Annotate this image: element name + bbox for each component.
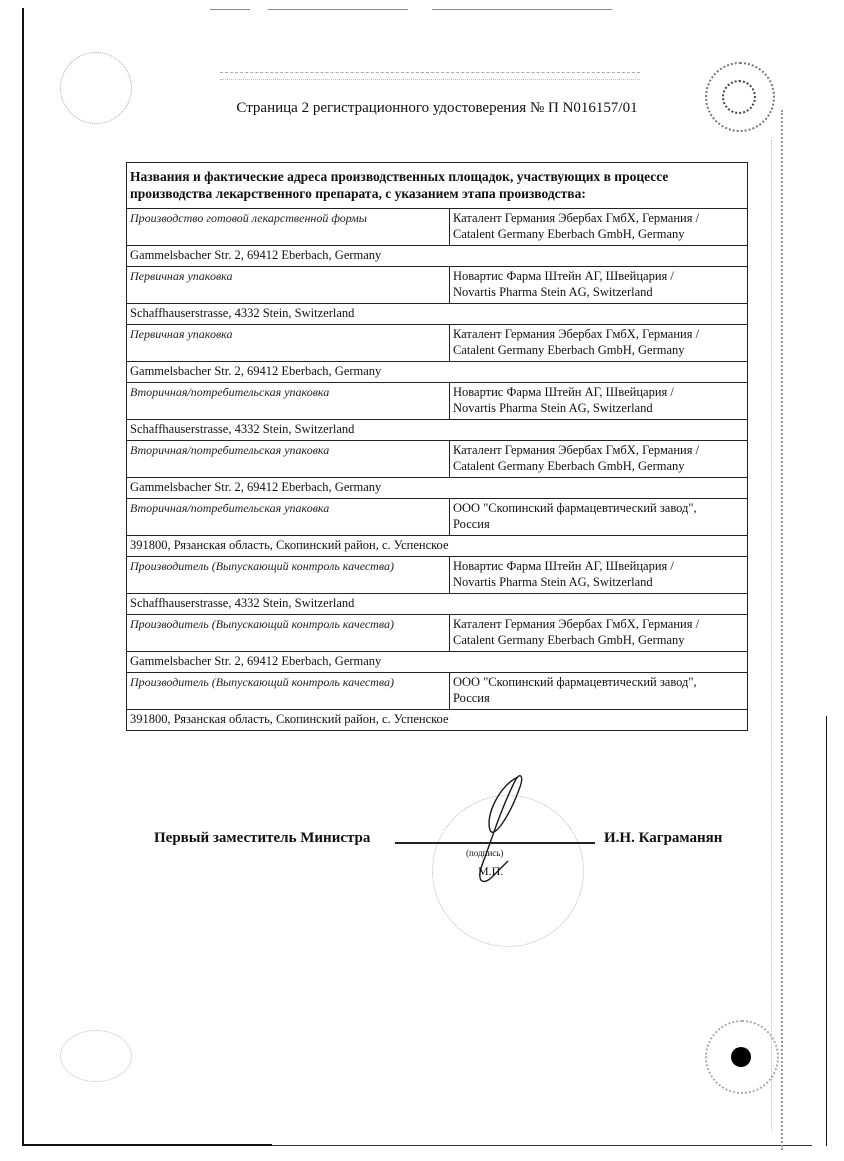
manufacturer — [450, 267, 748, 304]
table-row-stage — [127, 673, 748, 710]
signatory-position: Первый заместитель Министра — [154, 830, 371, 846]
manufacturer — [450, 557, 748, 594]
manufacturer-name-en: Novartis Pharma Stein AG, Switzerland — [453, 401, 653, 415]
table-row-stage — [127, 557, 748, 594]
manufacturer-name-en: Catalent Germany Eberbach GmbH, Germany — [453, 343, 685, 357]
page-title: Страница 2 регистрационного удостоверения № П N016157/01 — [236, 100, 638, 116]
signature-line — [395, 842, 595, 844]
scan-border-right — [826, 716, 827, 1146]
site-address: Gammelsbacher Str. 2, 69412 Eberbach, Germany — [127, 478, 748, 499]
manufacturer-name-en: Catalent Germany Eberbach GmbH, Germany — [453, 459, 685, 473]
table-row-address — [127, 246, 748, 267]
manufacturer — [450, 499, 748, 536]
manufacturer-name-ru: Каталент Германия Эбербах ГмбХ, Германия / — [453, 617, 700, 631]
scan-border-bottom-thin — [272, 1145, 812, 1146]
production-stage: Вторичная/потребительская упаковка — [127, 383, 450, 420]
production-stage: Производитель (Выпускающий контроль качества) — [127, 557, 450, 594]
production-stage: Первичная упаковка — [127, 325, 450, 362]
scan-rule-top — [210, 9, 250, 10]
manufacturer — [450, 673, 748, 710]
scan-rule-top — [432, 9, 612, 10]
table-row-stage — [127, 267, 748, 304]
hologram-dot — [731, 1047, 751, 1067]
manufacturer-name-ru: Новартис Фарма Штейн АГ, Швейцария / — [453, 385, 674, 399]
table-row-address — [127, 362, 748, 383]
table-header-row — [127, 163, 748, 209]
perforation-line-secondary — [771, 140, 772, 1130]
manufacturer-name-ru: ООО "Скопинский фармацевтический завод", — [453, 675, 697, 689]
site-address: Schaffhauserstrasse, 4332 Stein, Switzerland — [127, 594, 748, 615]
manufacturer-name-ru: Новартис Фарма Штейн АГ, Швейцария / — [453, 559, 674, 573]
signatory-name: И.Н. Каграманян — [604, 830, 723, 846]
manufacturer — [450, 615, 748, 652]
table-row-address — [127, 710, 748, 731]
production-sites-table — [126, 162, 748, 731]
table-row-stage — [127, 499, 748, 536]
manufacturer-country: Россия — [453, 691, 490, 705]
manufacturer-name-en: Catalent Germany Eberbach GmbH, Germany — [453, 227, 685, 241]
manufacturer-name-en: Catalent Germany Eberbach GmbH, Germany — [453, 633, 685, 647]
scan-rule-top — [268, 9, 408, 10]
manufacturer-name-ru: Каталент Германия Эбербах ГмбХ, Германия / — [453, 327, 700, 341]
manufacturer-name-en: Novartis Pharma Stein AG, Switzerland — [453, 575, 653, 589]
table-heading: Названия и фактические адреса производственных площадок, участвующих в процессе производства лекарственного препарата, с указанием этапа производства: — [127, 163, 748, 209]
production-stage: Первичная упаковка — [127, 267, 450, 304]
site-address: Gammelsbacher Str. 2, 69412 Eberbach, Germany — [127, 362, 748, 383]
site-address: Schaffhauserstrasse, 4332 Stein, Switzerland — [127, 304, 748, 325]
manufacturer-name-ru: ООО "Скопинский фармацевтический завод", — [453, 501, 697, 515]
manufacturer-name-en: Novartis Pharma Stein AG, Switzerland — [453, 285, 653, 299]
table-row-address — [127, 536, 748, 557]
manufacturer — [450, 325, 748, 362]
signature-caption: (подпись) — [466, 848, 504, 858]
table-row-address — [127, 594, 748, 615]
production-stage: Вторичная/потребительская упаковка — [127, 441, 450, 478]
perforation-line — [781, 110, 783, 1150]
production-stage: Вторичная/потребительская упаковка — [127, 499, 450, 536]
manufacturer — [450, 441, 748, 478]
site-address: 391800, Рязанская область, Скопинский район, с. Успенское — [127, 710, 748, 731]
site-address: Schaffhauserstrasse, 4332 Stein, Switzerland — [127, 420, 748, 441]
table-row-stage — [127, 209, 748, 246]
rosette-emblem-bottom-left — [60, 1030, 132, 1082]
production-stage: Производитель (Выпускающий контроль качества) — [127, 673, 450, 710]
scan-border-left — [22, 8, 24, 1146]
manufacturer-country: Россия — [453, 517, 490, 531]
table-row-address — [127, 478, 748, 499]
seal-mark: М.П. — [478, 864, 504, 878]
security-pattern-strip — [220, 72, 640, 80]
table-row-address — [127, 652, 748, 673]
manufacturer-name-ru: Каталент Германия Эбербах ГмбХ, Германия / — [453, 211, 700, 225]
table-row-stage — [127, 615, 748, 652]
production-stage: Производство готовой лекарственной формы — [127, 209, 450, 246]
table-row-stage — [127, 441, 748, 478]
table-row-address — [127, 304, 748, 325]
table-row-stage — [127, 325, 748, 362]
site-address: Gammelsbacher Str. 2, 69412 Eberbach, Germany — [127, 246, 748, 267]
manufacturer-name-ru: Каталент Германия Эбербах ГмбХ, Германия / — [453, 443, 700, 457]
table-row-stage — [127, 383, 748, 420]
scan-border-bottom — [22, 1144, 272, 1146]
table-row-address — [127, 420, 748, 441]
site-address: Gammelsbacher Str. 2, 69412 Eberbach, Germany — [127, 652, 748, 673]
site-address: 391800, Рязанская область, Скопинский район, с. Успенское — [127, 536, 748, 557]
production-stage: Производитель (Выпускающий контроль качества) — [127, 615, 450, 652]
manufacturer — [450, 209, 748, 246]
manufacturer — [450, 383, 748, 420]
manufacturer-name-ru: Новартис Фарма Штейн АГ, Швейцария / — [453, 269, 674, 283]
